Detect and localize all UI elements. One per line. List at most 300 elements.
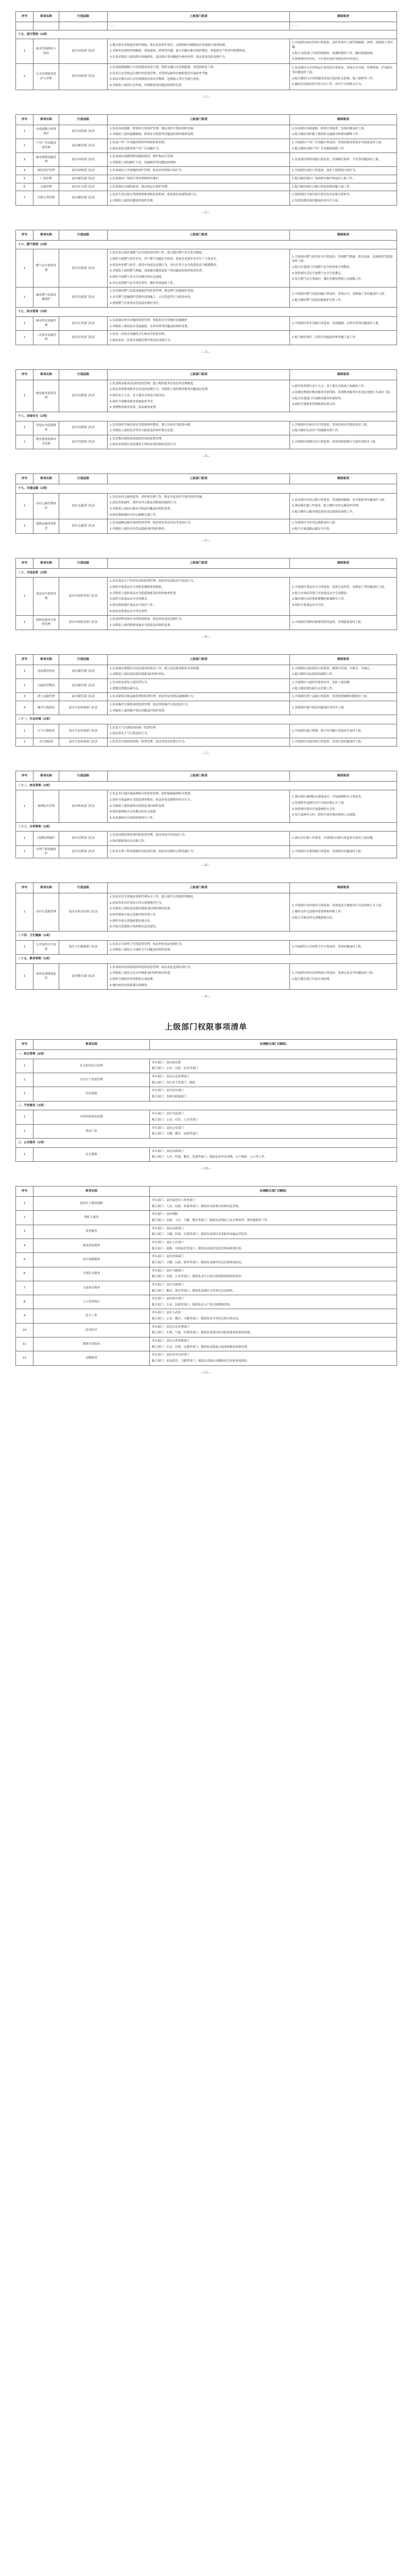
table-row [16, 832, 397, 845]
dept-duty-cell-paragraph: 2.对镇街上报的路灯不亮、设施损坏等问题及时维修。 [110, 161, 179, 164]
table-row [16, 191, 397, 205]
section-label: 二十一、生态环境（2项） [16, 715, 397, 724]
coordination-cell-paragraph: 牵头部门：县区医保部门 [152, 1255, 184, 1259]
item-name: 安全生产监督管理 [33, 1073, 150, 1087]
section-row [16, 931, 397, 940]
row-number: 2 [16, 331, 33, 345]
town-duty-cell-paragraph: 2.落实路长制工作要求，配合做好农村公路养护管理。 [292, 504, 361, 508]
town-duty-cell-paragraph: 1.开展辖区燃气管道设施日常巡查，发现占压、违规施工等问题及时上报。 [292, 293, 387, 296]
column-header: 事项名称 [33, 369, 59, 380]
page-number: —3— [202, 350, 210, 354]
level-cell: 县区园林部门负责 [59, 167, 108, 175]
town-duty-cell [290, 191, 397, 205]
column-header: 序号 [16, 1187, 33, 1197]
dept-duty-cell [108, 63, 290, 90]
duty-table [15, 369, 397, 450]
column-header: 序号 [16, 883, 33, 893]
page [0, 1175, 412, 1379]
page-number: —8— [202, 863, 210, 867]
coordination-cell [150, 1337, 397, 1351]
column-header: 序号 [16, 771, 33, 781]
town-duty-cell-paragraph: 2.配合做好养护施工期间的交通疏导和群众解释工作。 [292, 133, 361, 137]
level-cell: 县区市政部门负责 [59, 63, 108, 90]
dept-duty-cell [108, 893, 290, 931]
town-duty-cell-paragraph: 1.发现辖区噪声扰民问题及时劝导并上报。 [292, 706, 347, 709]
dept-duty-cell [108, 679, 290, 692]
section-label: 三、公共服务（1项） [16, 1139, 397, 1148]
coordination-cell-paragraph: 牵头部门：县区统计部门 [152, 1297, 184, 1301]
town-duty-cell [290, 845, 397, 858]
dept-duty-cell-paragraph: 6.牵头处置燃气安全突发事件，做好事故调查工作。 [110, 281, 176, 285]
page-number: —1— [202, 95, 210, 99]
level-cell: 县区市政部门负责 [59, 39, 108, 64]
item-name: 雨水管网排查与监控 [33, 39, 59, 64]
page [0, 218, 412, 358]
town-duty-cell-paragraph: 2.协调处理辖区物业服务矛盾纠纷，发现物业服务企业违法违规行为及时上报。 [292, 391, 393, 395]
section-label: 十六、燃气管理（2项） [16, 240, 397, 249]
column-header: 上报部门职责 [108, 474, 290, 484]
dept-duty-cell-paragraph: 1.负责城市广场的日常管理和秩序维护。 [110, 177, 162, 181]
town-duty-cell-paragraph: 2.配合做好违法建设的拆除工作。 [292, 673, 335, 676]
section-row [16, 30, 397, 39]
coordination-cell-paragraph: 配合部门：各行业主管部门、镇街 [152, 1081, 195, 1084]
level-cell: 县区林业部门负责 [59, 790, 108, 822]
coordination-cell [150, 1323, 397, 1337]
table-row [16, 790, 397, 822]
header-row [16, 1040, 397, 1050]
dept-duty-cell-paragraph: 1.负责农村宅基地改革和管理有关工作，建立健全宅基地管理制度。 [110, 895, 196, 899]
town-duty-cell [290, 331, 397, 345]
page-number: —4— [202, 454, 210, 459]
item-name: 医疗保障服务 [33, 1253, 150, 1267]
dept-duty-cell-paragraph: 1.负责道路运输市场的监督管理，依法查处非法营运等违法行为。 [110, 521, 193, 525]
town-duty-cell [290, 175, 397, 183]
dept-duty-cell-paragraph: 1.负责本行政区域森林防火的监督管理，组织编制森林防火规划。 [110, 792, 193, 796]
town-duty-cell [290, 287, 397, 308]
dept-duty-cell [108, 183, 290, 191]
coordination-cell-paragraph: 配合部门：卫健、医保、住建等部门；镇街负责辖区养老服务设施运营监管。 [152, 1233, 250, 1236]
coordination-cell [150, 1110, 397, 1124]
table-row [16, 22, 397, 30]
level-cell: 县区水务部门负责 [59, 316, 108, 330]
dept-duty-cell [108, 39, 290, 64]
level-cell: 县区城管部门负责 [59, 693, 108, 701]
row-number: 2 [16, 845, 33, 858]
column-header: 序号 [16, 1040, 33, 1050]
column-header: 上报部门职责 [108, 12, 290, 22]
town-duty-cell-paragraph: …… [292, 24, 298, 27]
row-number: 1 [16, 380, 33, 412]
town-duty-cell-paragraph: 3.配合住建部门开展物业服务质量检查。 [292, 397, 344, 400]
coordination-cell [150, 1351, 397, 1365]
town-duty-cell-paragraph: 2.配合开展道路运输安全宣传。 [292, 528, 333, 531]
header-row [16, 771, 397, 781]
column-header: 镇街职责 [290, 654, 397, 665]
dept-duty-cell-paragraph: 2.对镇街上报的问题及时组织处理。 [110, 199, 156, 203]
row-number: 1 [16, 1196, 33, 1210]
dept-duty-cell-paragraph: 3.组织开展校外培训机构专项治理。 [110, 977, 156, 981]
row-number: 2 [16, 1124, 33, 1138]
table-row [16, 1147, 397, 1161]
item-name: 噪声污染防治 [33, 701, 59, 715]
town-duty-cell-paragraph: 1.配合做好辖区广场的秩序维护和巡查上报工作。 [292, 177, 355, 181]
item-name: 残疾人服务 [33, 1211, 150, 1225]
town-duty-cell [290, 139, 397, 152]
item-name: 农村宅基地管理 [33, 893, 59, 931]
table-row [16, 1323, 397, 1337]
item-name: 养老服务 [33, 1225, 150, 1239]
town-duty-cell-paragraph: 2.配合做好便民疏导点管理工作。 [292, 687, 335, 690]
town-duty-cell-paragraph: 1.开展辖区露天焚烧、扬尘等问题日常巡查并及时上报。 [292, 729, 364, 733]
column-header: 镇街职责 [290, 230, 397, 240]
dept-duty-cell-paragraph: 6.开展宅基地统计调查和信息化建设。 [110, 925, 159, 929]
level-cell: 县区城管部门负责 [59, 191, 108, 205]
level-cell: 县区市场监管部门负责 [59, 616, 108, 630]
row-number: 1 [16, 249, 33, 287]
section-label: 二十四、卫生健康（1项） [16, 931, 397, 940]
item-name: 农村公路管理养护 [33, 493, 59, 519]
town-duty-cell-paragraph: 1.开展辖区雨水管网日常巡查，及时发现并上报管网破损、淤堵、违规接入等问题。 [292, 41, 393, 49]
column-header: 事项名称 [33, 558, 59, 568]
duty-table [15, 558, 397, 630]
row-number: 2 [16, 139, 33, 152]
item-name: 就业创业服务 [33, 1239, 150, 1252]
dept-duty-cell-paragraph: 1.负责特种设备安全的监督检查，依法查处违法违规行为。 [110, 618, 185, 621]
dept-duty-cell-paragraph: 5.指导镇街做好食品安全协管工作。 [110, 603, 156, 607]
dept-duty-cell-paragraph: 1.负责河湖管理范围内的监督管理，依法查处涉河违法行为。 [110, 834, 187, 837]
column-header: 行使层级 [59, 883, 108, 893]
level-cell: 县区水利部门负责 [59, 845, 108, 858]
section-row [16, 1139, 397, 1148]
coordination-cell-paragraph: 配合部门：民政、人社、卫健、教育等部门；镇街负责残疾人证办理初审、帮扶救助等工作。 [152, 1218, 270, 1222]
town-duty-cell [290, 893, 397, 931]
row-number: 7 [16, 191, 33, 205]
dept-duty-cell-paragraph: 2.依法查处破坏、损坏农村公路及其附属设施的行为。 [110, 501, 179, 505]
item-name: 人口普查统计 [33, 1295, 150, 1309]
dept-duty-cell-paragraph: 1.负责食品生产经营活动的监督管理，依法查处食品安全违法行为。 [110, 580, 196, 583]
item-name: 地质灾害防治 [33, 1337, 150, 1351]
column-header: 事项名称 [33, 474, 59, 484]
section-label: 十九、交通运输（2项） [16, 484, 397, 494]
town-duty-cell-paragraph: 1.开展辖区河道沟渠日常巡查，发现污染问题及时上报。 [292, 740, 364, 744]
item-name: 河湖管理保护 [33, 832, 59, 845]
dept-duty-cell [108, 175, 290, 183]
level-cell: 县区市政部门负责 [59, 153, 108, 167]
dept-duty-cell-paragraph: 1.负责户外广告设施设置的审批和监督管理。 [110, 141, 167, 144]
item-name: 计划生育服务 [33, 1267, 150, 1281]
table-row [16, 183, 397, 191]
town-duty-cell-paragraph: 1.开展辖区水利设施日常巡查，发现损坏问题及时上报。 [292, 850, 364, 854]
dept-duty-cell-paragraph: 1.负责校外培训机构的审批和监督管理，依法查处违规培训行为。 [110, 965, 193, 969]
table-row [16, 1281, 397, 1295]
table-row [16, 493, 397, 519]
dept-duty-cell-paragraph: 1.负责城市燃气管道设施保护的监督管理，划定燃气设施保护范围。 [110, 290, 196, 293]
level-cell: 县区城管部门负责 [59, 679, 108, 692]
town-duty-cell-paragraph: 2.配合市场监管部门开展食品安全专项整治。 [292, 591, 350, 595]
dept-duty-cell [108, 331, 290, 345]
town-duty-cell-paragraph: 1.负责辖区农村公路日常巡查，发现路面破损、安全隐患等问题及时上报。 [292, 498, 387, 502]
dept-duty-cell-paragraph: 1.负责城市规划区内违法建设的查处工作，建立违法建设防控长效机制。 [110, 667, 202, 670]
coordination-cell-paragraph: 牵头部门：县区应急管理部门 [152, 1075, 190, 1079]
dept-duty-cell-paragraph: 1.负责水利工程设施保护的监督管理，依法查处破坏水利设施行为。 [110, 850, 196, 854]
coordination-cell [150, 1253, 397, 1267]
table-row [16, 1295, 397, 1309]
dept-duty-cell [108, 616, 290, 630]
table-row [16, 1337, 397, 1351]
item-name: 污水管网建设管护与管理 [33, 63, 59, 90]
level-cell: 县区城管部门负责 [59, 175, 108, 183]
row-number: 2 [16, 1211, 33, 1225]
item-name: 社会救助 [33, 1147, 150, 1161]
table-row [16, 421, 397, 435]
coordination-cell-paragraph: 牵头部门：县区退役军人事务部门 [152, 1198, 195, 1202]
coordination-cell [150, 1059, 397, 1073]
dept-duty-cell [108, 738, 290, 747]
table-row [16, 616, 397, 630]
dept-duty-cell-paragraph: 2.指导镇街落实河长制工作。 [110, 840, 147, 843]
dept-duty-cell-paragraph: 1.负责生活垃圾分类的统筹推进和监督检查，依法查处违规投放行为。 [110, 193, 199, 197]
column-header: 事项名称 [33, 1040, 150, 1050]
page [0, 643, 412, 759]
town-duty-cell-paragraph: 4.发生燃气安全事故时，做好先期处置和人员疏散工作。 [292, 278, 364, 281]
coordination-cell [150, 1073, 397, 1087]
coordination-cell-paragraph: 牵头部门：县区民政部门 [152, 1149, 184, 1153]
item-name: 垃圾分类管理 [33, 191, 59, 205]
dept-duty-cell-paragraph: 3.指导业主大会、业主委员会依法开展活动。 [110, 394, 167, 397]
table-row [16, 693, 397, 701]
dept-duty-cell-paragraph: 2.对镇街上报的违法建设线索及时组织查处。 [110, 673, 167, 676]
duty-table [15, 114, 397, 206]
coordination-cell [150, 1124, 397, 1138]
item-name [33, 22, 59, 30]
row-number: 4 [16, 1239, 33, 1252]
section-label: 二十五、教育管理（1项） [16, 954, 397, 963]
town-duty-cell-paragraph: 3.督促辖区内单位、小区落实雨水管网自查自纠责任。 [292, 58, 361, 61]
page-number: —11— [201, 1370, 211, 1375]
dept-duty-cell [108, 421, 290, 435]
row-number: 3 [16, 1087, 33, 1101]
dept-duty-cell-paragraph: …… [110, 24, 116, 27]
dept-duty-cell [108, 724, 290, 738]
item-name: 既有建筑装修安全管理 [33, 435, 59, 449]
item-name: 渣土运输管理 [33, 693, 59, 701]
table-row [16, 738, 397, 747]
coordination-cell-paragraph: 配合部门：公安、民政等部门；镇街负责入户登记和数据采集。 [152, 1303, 233, 1307]
row-number: 7 [16, 1281, 33, 1295]
row-number: 11 [16, 1337, 33, 1351]
coordination-cell-paragraph: 配合部门：公安、教育、卫健等部门；镇街负责兵役登记和宣传动员。 [152, 1317, 242, 1321]
header-row [16, 230, 397, 240]
dept-duty-cell-paragraph: 3.督促燃气企业落实管道巡查维护责任。 [110, 301, 162, 305]
item-name: 防汛抗旱 [33, 1323, 150, 1337]
dept-duty-cell-paragraph: 4.指导镇街做好农村公路路长制工作。 [110, 513, 159, 517]
coordination-cell [150, 1087, 397, 1101]
dept-duty-cell-paragraph: 5.组织开展宅基地政策法规宣传。 [110, 919, 153, 923]
town-duty-cell-paragraph: 1.开展辖区校外培训机构日常巡查，发现无证办学问题及时上报。 [292, 972, 375, 975]
column-header: 行使层级 [59, 12, 108, 22]
row-number: 12 [16, 1351, 33, 1365]
column-header: 序号 [16, 474, 33, 484]
column-header: 镇街职责 [290, 771, 397, 781]
town-duty-cell-paragraph: 2.配合教育部门开展专项治理。 [292, 977, 333, 981]
dept-duty-cell-paragraph: 4.指导镇街开展宅基地审批管理工作。 [110, 913, 159, 917]
town-duty-cell-paragraph: 4.组织开展物业管理政策法规宣传。 [292, 403, 338, 406]
dept-duty-cell [108, 693, 290, 701]
town-duty-cell-paragraph: 3.组织辖区居民开展燃气安全宣传教育。 [292, 272, 344, 275]
row-number: 2 [16, 519, 33, 533]
column-header: 上报部门职责 [108, 771, 290, 781]
dept-duty-cell-paragraph: 1.负责依法查处占道经营行为。 [110, 681, 150, 684]
section-row [16, 715, 397, 724]
row-number: 2 [16, 679, 33, 692]
row-number: 1 [16, 832, 33, 845]
row-number: 5 [16, 1253, 33, 1267]
town-duty-cell-paragraph: 1.开展辖区农村建房日常巡查，发现违法占地建房行为及时制止并上报。 [292, 904, 384, 908]
town-duty-cell-paragraph: 1.开展辖区绿化日常巡查，及时上报毁绿占绿行为。 [292, 169, 358, 173]
coordination-cell-paragraph: 牵头部门：县区残联 [152, 1213, 178, 1216]
row-number [16, 22, 33, 30]
item-name: 城市照明设施管理 [33, 153, 59, 167]
town-duty-cell [290, 63, 397, 90]
dept-duty-cell-paragraph: 1.负责水污染防治的统一监督管理，依法查处违法排污行为。 [110, 740, 187, 744]
column-header: 序号 [16, 12, 33, 22]
dept-duty-cell [108, 125, 290, 139]
dept-duty-cell [108, 940, 290, 954]
item-name: 矛盾纠纷排查化解 [33, 1110, 150, 1124]
column-header: 上报部门职责 [108, 654, 290, 665]
dept-duty-cell-paragraph: 3.对镇街上报的公路安全隐患问题及时组织处置。 [110, 507, 173, 511]
row-number: 1 [16, 578, 33, 616]
dept-duty-cell [108, 22, 290, 30]
dept-duty-cell-paragraph: 1.负责物业服务活动的监督管理，建立物业服务企业信用管理制度。 [110, 382, 196, 385]
dept-duty-cell-paragraph: 2.对镇街上报的公共场所卫生问题及时组织处理。 [110, 948, 173, 952]
dept-duty-cell-paragraph: 1.负责建筑垃圾运输处置的监督管理，依法查处违规运输倾倒行为。 [110, 695, 196, 699]
town-duty-cell [290, 125, 397, 139]
item-name: 水利工程设施保护 [33, 845, 59, 858]
coordination-cell-paragraph: 配合部门：人社、医保、教育、住建等部门；镇街负责申请受理、入户调查、公示等工作。 [152, 1156, 267, 1159]
town-duty-cell [290, 421, 397, 435]
town-duty-cell-paragraph: 3.做好居民群众的宣传引导工作，劝导不文明排水行为。 [292, 83, 364, 87]
coordination-cell [150, 1211, 397, 1225]
row-number: 1 [16, 316, 33, 330]
level-cell: 县区城管部门负责 [59, 139, 108, 152]
town-duty-cell-paragraph: 1.配合做好辖区公厕日常巡查和问题上报工作。 [292, 185, 353, 189]
town-duty-cell [290, 616, 397, 630]
document-title: 上级部门权限事项清单 [164, 1022, 247, 1032]
row-number: 9 [16, 1309, 33, 1323]
coordination-cell-paragraph: 配合部门：卫健、教育、民政等部门 [152, 1132, 198, 1136]
row-number: 1 [16, 493, 33, 519]
coordination-cell [150, 1309, 397, 1323]
header-row [16, 654, 397, 665]
item-name: 道路运输市场监管 [33, 519, 59, 533]
page [0, 462, 412, 547]
dept-duty-cell-paragraph: 4.做好校外培训政策宣传解读。 [110, 984, 150, 987]
dept-duty-cell [108, 139, 290, 152]
column-header: 镇街职责 [290, 114, 397, 125]
header-row [16, 558, 397, 568]
dept-duty-cell [108, 519, 290, 533]
coordination-cell-paragraph: 牵头部门：县区人武部 [152, 1311, 181, 1315]
coordination-cell-paragraph: 牵头部门：县区公安部门 [152, 1126, 184, 1130]
level-cell [59, 22, 108, 30]
table-row [16, 963, 397, 990]
town-duty-cell [290, 940, 397, 954]
table-row [16, 249, 397, 287]
item-name: 物业服务监督管理 [33, 380, 59, 412]
level-cell: 县区交通部门负责 [59, 519, 108, 533]
level-cell: 县区市场监管部门负责 [59, 578, 108, 616]
dept-duty-cell-paragraph: 1.健全排水管网巡查养护制度，落实巡查养护责任，定期组织对城镇雨水管网进行排查检测。 [110, 43, 228, 47]
coordination-cell-paragraph: 配合部门：水利、气象、住建等部门；镇街负责辖区防汛隐患排查和群众转移。 [152, 1331, 253, 1335]
town-duty-cell-paragraph: 1.负责辖区照明设施日常巡查，发现路灯损坏、不亮等问题及时上报。 [292, 158, 382, 161]
header-row [16, 1187, 397, 1197]
dept-duty-cell-paragraph: 4.对镇街上报的污水外溢、管网堵塞等问题及时组织处置。 [110, 83, 185, 87]
dept-duty-cell-paragraph: 3.对镇街上报的违法建房线索及时组织核查处置。 [110, 907, 173, 911]
table-row [16, 39, 397, 64]
item-name: 占道经营整治 [33, 679, 59, 692]
row-number: 5 [16, 175, 33, 183]
coordination-cell [150, 1147, 397, 1161]
section-label: 一、综合管理（3项） [16, 1050, 397, 1059]
item-name: 户外广告设施设置管理 [33, 139, 59, 152]
town-duty-cell-paragraph: 1.发现辖区非法营运线索及时上报。 [292, 521, 338, 525]
table-row [16, 519, 397, 533]
dept-duty-cell [108, 287, 290, 308]
column-header: 事项名称 [33, 12, 59, 22]
section-label: 二十、市场监管（2项） [16, 568, 397, 578]
table-row [16, 63, 397, 90]
row-number: 2 [16, 435, 33, 449]
dept-duty-cell-paragraph: 2.组织开展森林火灾隐患排查整治，依法查处违规野外用火行为。 [110, 799, 193, 802]
town-duty-cell-paragraph: 2.发现野外违规用火行为及时制止并上报。 [292, 801, 347, 805]
level-cell: 县区教育部门负责 [59, 963, 108, 990]
dept-duty-cell [108, 249, 290, 287]
duty-table [15, 654, 397, 747]
column-header: 事项名称 [33, 654, 59, 665]
level-cell: 县区住建部门负责 [59, 249, 108, 287]
column-header: 行使层级 [59, 771, 108, 781]
table-row [16, 153, 397, 167]
dept-duty-cell-paragraph: 1.负责大气污染防治的统一监督管理。 [110, 726, 159, 730]
header-row [16, 114, 397, 125]
coordination-cell-paragraph: 配合部门：财政、市场监管等部门；镇街负责就业信息采集和政策宣传。 [152, 1247, 245, 1250]
town-duty-cell [290, 249, 397, 287]
row-number: 2 [16, 63, 33, 90]
section-row [16, 822, 397, 832]
table-row [16, 287, 397, 308]
town-duty-cell-paragraph: 2.配合做好燃气管道设施保护宣传工作。 [292, 298, 344, 302]
coordination-cell-paragraph: 配合部门：公安、司法、信访等部门 [152, 1067, 198, 1071]
town-duty-cell [290, 167, 397, 175]
dept-duty-cell [108, 435, 290, 449]
dept-duty-cell-paragraph: 1.负责本行政区域燃气安全的监督管理工作，建立健全燃气安全监管制度。 [110, 251, 205, 255]
coordination-cell-paragraph: 牵头部门：县区卫健部门 [152, 1269, 184, 1273]
table-row [16, 679, 397, 692]
dept-duty-cell-paragraph: 1.负责公共场所卫生的监督管理，依法查处违法违规行为。 [110, 942, 185, 946]
table-row [16, 1309, 397, 1323]
town-duty-cell-paragraph: 2.配合做好危房住户的疏散安置工作。 [292, 429, 341, 433]
table-row [16, 701, 397, 715]
table-row [16, 175, 397, 183]
section-label: 十五、雨污管网（2项） [16, 30, 397, 39]
dept-duty-cell-paragraph: 2.对在燃气设施保护范围内违规施工、占压管道等行为依法查处。 [110, 295, 193, 299]
row-number: 1 [16, 421, 33, 435]
dept-duty-cell-paragraph: 4.对镇街上报的燃气泄漏、违规使用瓶装液化气等问题及时组织核查处置。 [110, 269, 205, 273]
town-duty-cell-paragraph: 4.组织开展食品安全宣传。 [292, 603, 327, 607]
item-name: 信访维稳 [33, 1087, 150, 1101]
page [0, 0, 412, 103]
